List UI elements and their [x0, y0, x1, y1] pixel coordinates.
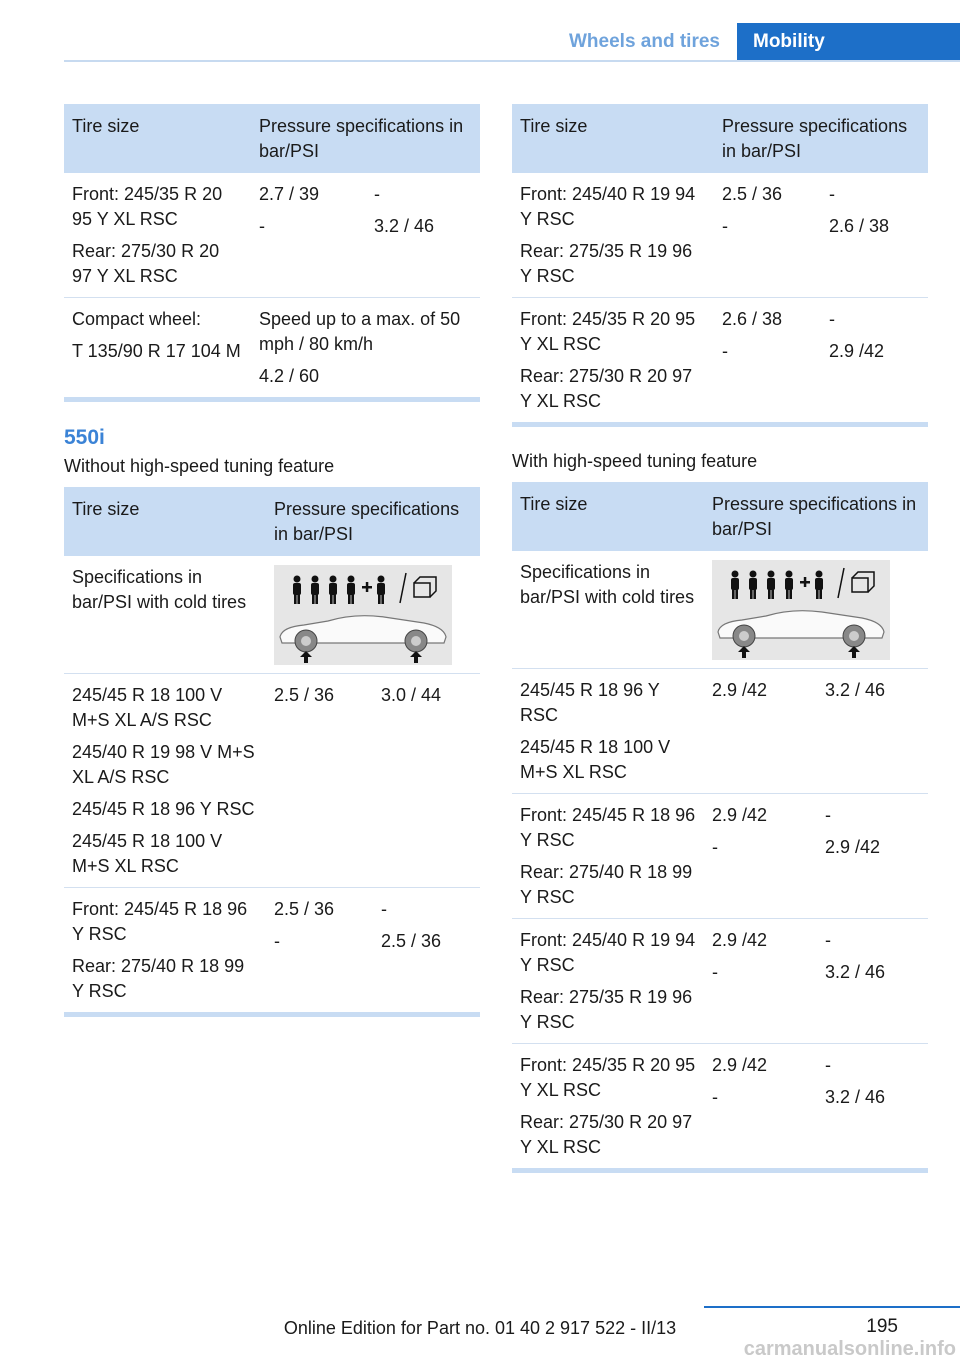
- pressure-value: 2.6 / 38: [829, 216, 890, 236]
- pressure-value: 2.6 / 38: [722, 309, 783, 329]
- pressure-value: 2.9 /42: [712, 805, 768, 825]
- pressure-value: -: [712, 1087, 718, 1107]
- table-row: [512, 1044, 928, 1169]
- pressure-value: -: [381, 899, 387, 919]
- pressure-value: 2.9 /42: [829, 341, 885, 361]
- pressure-value: 2.9 /42: [712, 1055, 768, 1075]
- table-row: [512, 551, 928, 669]
- pressure-value: 3.2 / 46: [374, 216, 435, 236]
- col-header-tire-size: Tire size: [512, 104, 714, 173]
- table-row: [64, 674, 480, 888]
- tire-size: Rear: 275/40 R 18 99 Y RSC: [520, 862, 693, 907]
- header-tab-mobility[interactable]: Mobility: [737, 23, 960, 62]
- subtitle-with-high-speed: With high-speed tuning feature: [512, 451, 758, 471]
- tire-size: Rear: 275/30 R 20 97 Y XL RSC: [520, 1112, 693, 1157]
- table-row: [512, 173, 928, 298]
- pressure-value: -: [825, 805, 831, 825]
- tire-size: 245/45 R 18 96 Y RSC: [72, 799, 255, 819]
- table-row: [512, 669, 928, 794]
- pressure-value: -: [825, 1055, 831, 1075]
- left-column: [64, 104, 480, 1017]
- tire-size: Rear: 275/30 R 20 97 Y XL RSC: [72, 241, 220, 286]
- pressure-value: 2.5 / 36: [274, 899, 335, 919]
- passengers-load-icon: [274, 565, 452, 665]
- pressure-value: -: [722, 341, 728, 361]
- table-row: [512, 298, 928, 423]
- pressure-value: 4.2 / 60: [259, 366, 320, 386]
- table-end-bar: [64, 1012, 480, 1017]
- col-header-tire-size: Tire size: [64, 487, 266, 556]
- vehicle-axle-icon: [280, 616, 446, 663]
- pressure-value: -: [829, 184, 835, 204]
- pressure-value: -: [712, 837, 718, 857]
- table-row: [64, 888, 480, 1013]
- col-header-tire-size: Tire size: [64, 104, 251, 173]
- tire-size: Front: 245/40 R 19 94 Y RSC: [520, 184, 696, 229]
- page-number: 195: [866, 1316, 898, 1337]
- pressure-value: 2.5 / 36: [381, 931, 442, 951]
- tire-size: Compact wheel:: [72, 309, 202, 329]
- header-divider: [64, 60, 960, 62]
- tire-size: Rear: 275/40 R 18 99 Y RSC: [72, 956, 245, 1001]
- tire-size: Front: 245/35 R 20 95 Y XL RSC: [520, 309, 696, 354]
- pressure-value: -: [825, 930, 831, 950]
- table-row: [64, 298, 480, 398]
- tire-size: Front: 245/45 R 18 96 Y RSC: [72, 899, 248, 944]
- pressure-value: 3.2 / 46: [825, 962, 886, 982]
- right-table-2: [512, 482, 928, 1168]
- left-table-2: [64, 487, 480, 1012]
- tire-size: Rear: 275/35 R 19 96 Y RSC: [520, 241, 693, 286]
- table-row: [512, 794, 928, 919]
- section-title-550i: 550i: [64, 426, 105, 449]
- tire-size: 245/45 R 18 100 V M+S XL RSC: [520, 737, 671, 782]
- col-header-pressure: Pressure specifications in bar/PSI: [251, 104, 480, 173]
- table-end-bar: [512, 1168, 928, 1173]
- tire-size: 245/45 R 18 100 V M+S XL A/S RSC: [72, 685, 223, 730]
- tire-size: 245/45 R 18 96 Y RSC: [520, 680, 660, 725]
- pressure-value: 2.7 / 39: [259, 184, 320, 204]
- pressure-value: 3.2 / 46: [825, 680, 886, 700]
- vehicle-axle-icon: [718, 611, 884, 658]
- pressure-value: -: [722, 216, 728, 236]
- col-header-tire-size: Tire size: [512, 482, 704, 551]
- pressure-value: 2.9 /42: [712, 930, 768, 950]
- table-row: [512, 919, 928, 1044]
- pressure-value: 3.0 / 44: [381, 685, 442, 705]
- pressure-value: 3.2 / 46: [825, 1087, 886, 1107]
- table-row: [64, 556, 480, 674]
- tire-size: Front: 245/35 R 20 95 Y XL RSC: [72, 184, 223, 229]
- load-diagram: [712, 560, 890, 660]
- watermark: carmanualsonline.info: [743, 1338, 956, 1360]
- left-table-1: [64, 104, 480, 397]
- right-table-1: [512, 104, 928, 422]
- header-section-title: Wheels and tires: [569, 31, 720, 52]
- tire-size: Front: 245/40 R 19 94 Y RSC: [520, 930, 696, 975]
- pressure-value: -: [829, 309, 835, 329]
- pressure-value: -: [274, 931, 280, 951]
- speed-note: Speed up to a max. of 50 mph / 80 km/h: [259, 309, 461, 354]
- tire-size: Rear: 275/35 R 19 96 Y RSC: [520, 987, 693, 1032]
- tire-size: Front: 245/45 R 18 96 Y RSC: [520, 805, 696, 850]
- tire-size: T 135/90 R 17 104 M: [72, 341, 241, 361]
- pressure-value: 2.5 / 36: [274, 685, 335, 705]
- pressure-value: -: [712, 962, 718, 982]
- pressure-value: 2.9 /42: [712, 680, 768, 700]
- spec-label: Specifications in bar/PSI with cold tires: [512, 551, 704, 669]
- col-header-pressure: Pressure specifications in bar/PSI: [266, 487, 480, 556]
- table-row: [64, 173, 480, 298]
- tire-size: Rear: 275/30 R 20 97 Y XL RSC: [520, 366, 693, 411]
- col-header-pressure: Pressure specifications in bar/PSI: [704, 482, 928, 551]
- pressure-value: -: [374, 184, 380, 204]
- passengers-load-icon: [712, 560, 890, 660]
- pressure-value: -: [259, 216, 265, 236]
- right-column: [512, 104, 928, 1173]
- tire-size: 245/40 R 19 98 V M+S XL A/S RSC: [72, 742, 255, 787]
- edition-footer: Online Edition for Part no. 01 40 2 917 522 - II/13: [283, 1318, 677, 1338]
- footer-divider: [704, 1306, 960, 1308]
- tire-size: Front: 245/35 R 20 95 Y XL RSC: [520, 1055, 696, 1100]
- spec-label: Specifications in bar/PSI with cold tires: [64, 556, 266, 674]
- load-diagram: [274, 565, 452, 665]
- tire-size: 245/45 R 18 100 V M+S XL RSC: [72, 831, 223, 876]
- pressure-value: 2.9 /42: [825, 837, 881, 857]
- subtitle-without-high-speed: Without high-speed tuning feature: [64, 456, 335, 476]
- col-header-pressure: Pressure specifications in bar/PSI: [714, 104, 928, 173]
- pressure-value: 2.5 / 36: [722, 184, 783, 204]
